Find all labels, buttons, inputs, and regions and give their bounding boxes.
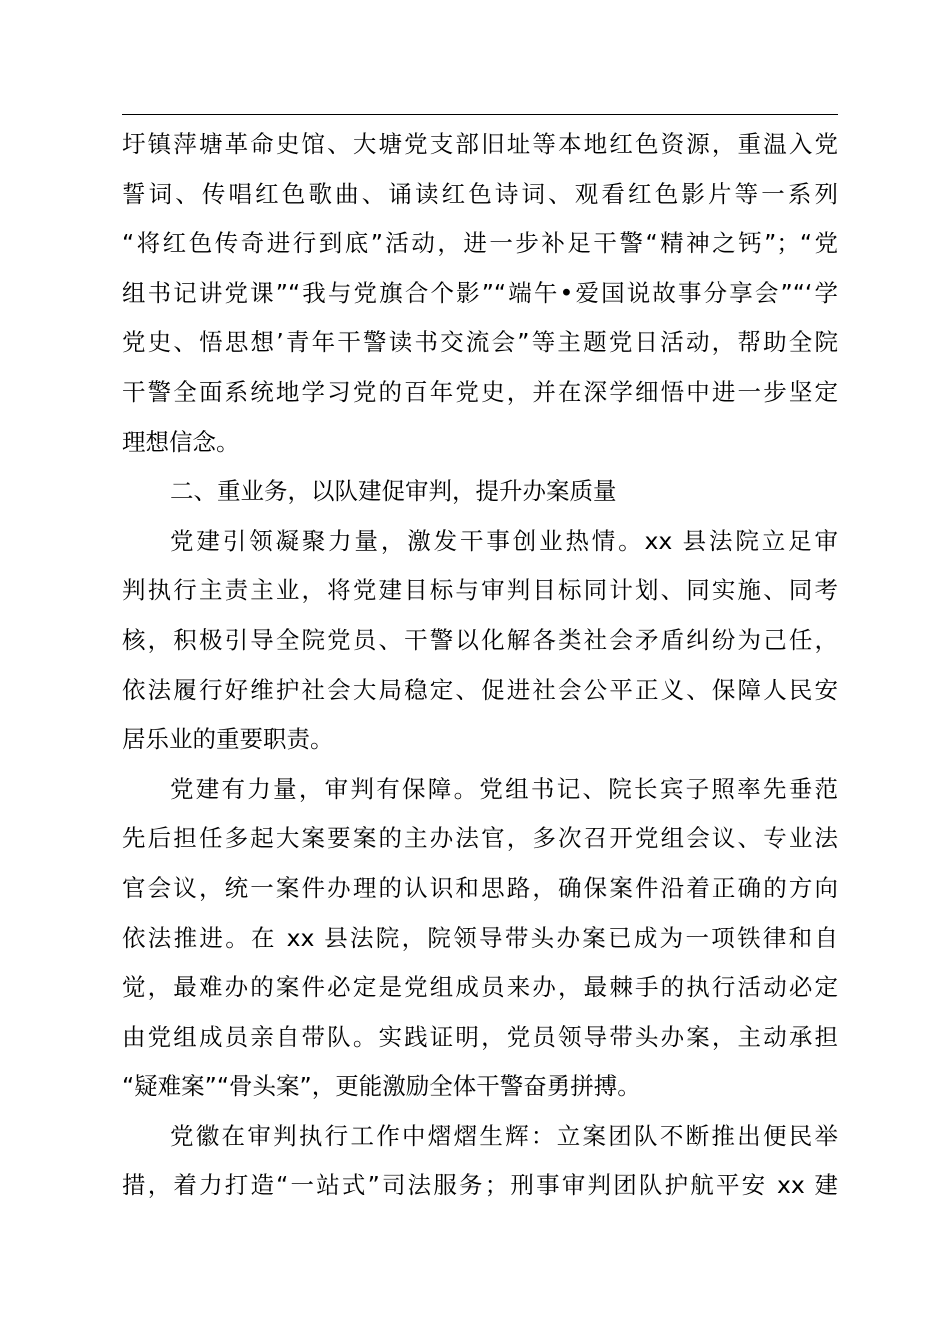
text-line: 党建有力量，审判有保障。党组书记、院长宾子照率先垂范 [170, 774, 838, 803]
text-line: 组书记讲党课”“我与党旗合个影”“端午•爱国说故事分享会”“‘学 [122, 278, 838, 307]
text-line: 官会议，统一案件办理的认识和思路，确保案件沿着正确的方向 [122, 873, 838, 902]
section-heading: 二、重业务，以队建促审判，提升办案质量 [170, 477, 617, 506]
text-line: 由党组成员亲自带队。实践证明，党员领导带头办案，主动承担 [122, 1022, 838, 1051]
text-line: 觉，最难办的案件必定是党组成员来办，最棘手的执行活动必定 [122, 973, 838, 1002]
text-line: 核，积极引导全院党员、干警以化解各类社会矛盾纠纷为己任， [122, 625, 838, 654]
text-line: 判执行主责主业，将党建目标与审判目标同计划、同实施、同考 [122, 576, 838, 605]
document-body [122, 120, 838, 1211]
text-line: 依法推进。在 xx 县法院，院领导带头办案已成为一项铁律和自 [122, 923, 838, 952]
text-line: 先后担任多起大案要案的主办法官，多次召开党组会议、专业法 [122, 824, 838, 853]
header-rule [122, 114, 838, 115]
text-line: 圩镇萍塘革命史馆、大塘党支部旧址等本地红色资源，重温入党 [122, 130, 838, 158]
text-line: 党建引领凝聚力量，激发干事创业热情。xx 县法院立足审 [170, 526, 838, 555]
text-line: 党史、悟思想’青年干警读书交流会”等主题党日活动，帮助全院 [122, 328, 838, 357]
text-line: 干警全面系统地学习党的百年党史，并在深学细悟中进一步坚定 [122, 377, 838, 406]
text-line: 党徽在审判执行工作中熠熠生辉：立案团队不断推出便民举 [170, 1121, 838, 1150]
text-line: 誓词、传唱红色歌曲、诵读红色诗词、观看红色影片等一系列 [122, 179, 838, 208]
text-line: 措，着力打造“一站式”司法服务；刑事审判团队护航平安 xx 建 [122, 1171, 838, 1200]
text-line: 理想信念。 [122, 427, 240, 456]
text-line: 居乐业的重要职责。 [122, 725, 334, 754]
text-line: 依法履行好维护社会大局稳定、促进社会公平正义、保障人民安 [122, 675, 838, 704]
text-line: “将红色传奇进行到底”活动，进一步补足干警“精神之钙”；“党 [122, 229, 838, 258]
text-line: “疑难案”“骨头案”，更能激励全体干警奋勇拼搏。 [122, 1072, 641, 1101]
